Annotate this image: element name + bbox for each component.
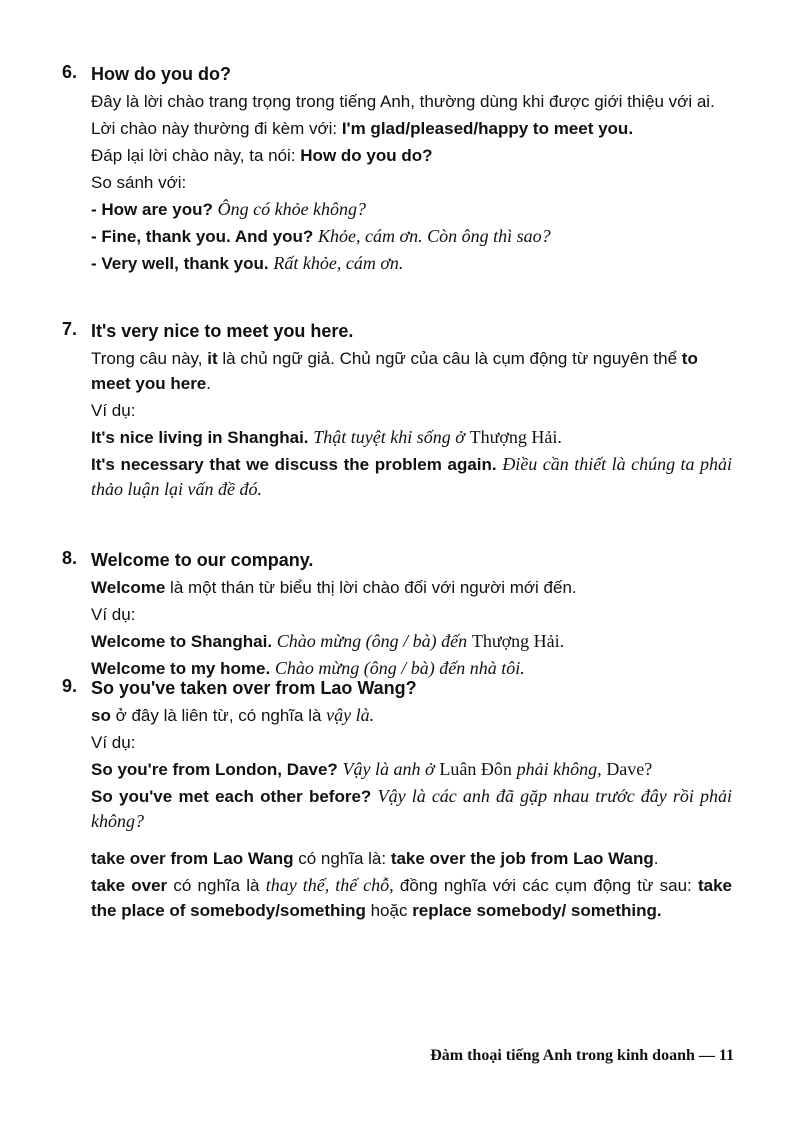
- compare-row: [91, 251, 732, 276]
- paragraph: [91, 703, 732, 728]
- compare-row: [91, 224, 732, 249]
- bold-phrase: take the place of somebody/something: [91, 876, 732, 920]
- text: có nghĩa là:: [293, 849, 391, 868]
- vietnamese-translation: Thật tuyệt khi sống ở: [313, 427, 465, 447]
- person-name: Dave?: [606, 759, 653, 779]
- spacer: [62, 836, 732, 846]
- example-label: Ví dụ:: [91, 401, 136, 420]
- bold-phrase: to meet you here: [91, 349, 698, 393]
- text: là một thán từ biểu thị lời chào đối với người mới đến.: [165, 578, 577, 597]
- italic-phrase: thay thế, thế chỗ,: [265, 875, 394, 895]
- vietnamese-translation: Ông có khỏe không?: [217, 199, 367, 219]
- vietnamese-translation: Chào mừng (ông / bà) đến: [276, 631, 468, 651]
- bold-phrase: How do you do?: [300, 146, 433, 165]
- vietnamese-translation: Vậy là anh ở: [342, 759, 435, 779]
- english-example: So you're from London, Dave?: [91, 760, 338, 779]
- text: .: [653, 849, 659, 868]
- text: ở đây là liên từ, có nghĩa là: [110, 706, 327, 725]
- paragraph: Đây là lời chào trang trọng trong tiếng Anh, thường dùng khi được giới thiệu với ai.: [91, 92, 715, 111]
- vietnamese-translation: Vậy là các anh đã gặp nhau trước đây rồi phải không?: [91, 786, 732, 831]
- bold-phrase: take over the job from Lao Wang: [390, 849, 654, 868]
- vietnamese-translation: Điều cần thiết là chúng ta phải thảo luận lại vấn đề đó.: [91, 454, 732, 499]
- text: Lời chào này thường đi kèm với:: [91, 119, 342, 138]
- section-7: [62, 319, 732, 504]
- bold-word: it: [207, 349, 218, 368]
- section-heading: So you've taken over from Lao Wang?: [91, 678, 417, 698]
- example-label: Ví dụ:: [91, 605, 136, 624]
- paragraph: [91, 346, 732, 396]
- section-number: 6.: [62, 62, 78, 82]
- text: Đáp lại lời chào này, ta nói:: [91, 146, 301, 165]
- english-example: Welcome to my home.: [91, 659, 271, 678]
- bold-phrase: take over: [91, 876, 168, 895]
- english-phrase: - How are you?: [91, 200, 213, 219]
- example-label: Ví dụ:: [91, 733, 136, 752]
- example: [91, 425, 732, 450]
- bold-phrase: take over from Lao Wang: [91, 849, 294, 868]
- text: hoặc: [365, 901, 413, 920]
- page-number: 11: [718, 1047, 734, 1064]
- paragraph: [91, 575, 732, 600]
- paragraph: [91, 873, 732, 923]
- section-heading: Welcome to our company.: [91, 550, 314, 570]
- text: là chủ ngữ giả. Chủ ngữ của câu là cụm động từ nguyên thể: [217, 349, 682, 368]
- example: [91, 784, 732, 834]
- place-name: Thượng Hải.: [471, 631, 565, 651]
- example: [91, 452, 732, 502]
- footer-separator: —: [698, 1047, 715, 1064]
- page-footer: [430, 1047, 734, 1065]
- text: .: [206, 374, 211, 393]
- section-6: [62, 62, 732, 278]
- text: có nghĩa là: [167, 876, 266, 895]
- example: [91, 757, 732, 782]
- compare-label: So sánh với:: [91, 173, 187, 192]
- text: Trong câu này,: [91, 349, 208, 368]
- paragraph: [91, 846, 732, 871]
- paragraph: [91, 116, 732, 141]
- section-number: 8.: [62, 548, 78, 568]
- book-title: Đàm thoại tiếng Anh trong kinh doanh: [430, 1047, 695, 1064]
- paragraph: [91, 143, 732, 168]
- section-number: 9.: [62, 676, 78, 696]
- place-name: Luân Đôn: [439, 759, 512, 779]
- english-example: It's necessary that we discuss the problem again.: [91, 455, 497, 474]
- bold-phrase: I'm glad/pleased/happy to meet you.: [341, 119, 634, 138]
- place-name: Thượng Hải.: [469, 427, 562, 447]
- vietnamese-translation: Chào mừng (ông / bà) đến nhà tôi.: [274, 658, 525, 678]
- section-number: 7.: [62, 319, 78, 339]
- english-example: It's nice living in Shanghai.: [91, 428, 309, 447]
- section-8: [62, 548, 732, 683]
- english-phrase: - Fine, thank you. And you?: [91, 227, 314, 246]
- bold-word: Welcome: [91, 578, 166, 597]
- vietnamese-translation: phải không,: [516, 759, 602, 779]
- english-phrase: - Very well, thank you.: [91, 254, 269, 273]
- compare-row: [91, 197, 732, 222]
- example: [91, 629, 732, 654]
- section-9: [62, 676, 732, 925]
- section-heading: It's very nice to meet you here.: [91, 321, 354, 341]
- english-example: Welcome to Shanghai.: [91, 632, 273, 651]
- bold-word: so: [91, 706, 111, 725]
- english-example: So you've met each other before?: [91, 787, 372, 806]
- bold-phrase: replace somebody/ something.: [412, 901, 662, 920]
- text: đồng nghĩa với các cụm động từ sau:: [393, 876, 698, 895]
- italic-phrase: vậy là.: [326, 705, 375, 725]
- section-heading: How do you do?: [91, 64, 231, 84]
- vietnamese-translation: Khỏe, cám ơn. Còn ông thì sao?: [318, 226, 551, 246]
- vietnamese-translation: Rất khỏe, cám ơn.: [273, 253, 404, 273]
